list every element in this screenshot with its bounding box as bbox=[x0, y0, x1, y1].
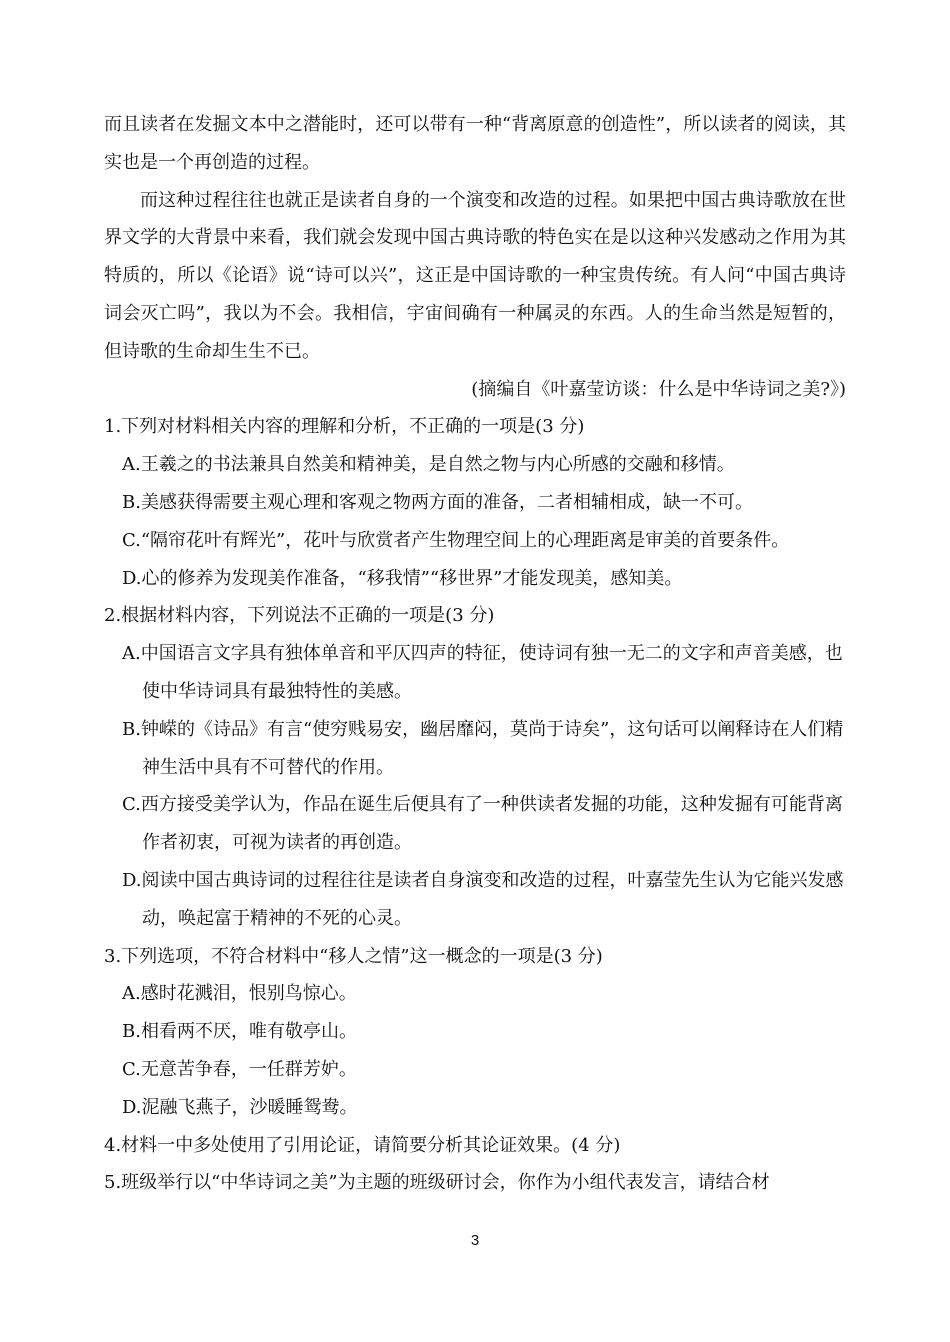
question-stem: 1.下列对材料相关内容的理解和分析，不正确的一项是(3 分) bbox=[104, 416, 585, 438]
question-stem: 3.下列选项，不符合材料中“移人之情”这一概念的一项是(3 分) bbox=[104, 945, 603, 967]
page-content bbox=[104, 106, 846, 1202]
question-option: C.无意苦争春，一任群芳妒。 bbox=[122, 1058, 357, 1080]
question-option: C.“隔帘花叶有辉光”，花叶与欣赏者产生物理空间上的心理距离是审美的首要条件。 bbox=[122, 529, 790, 551]
question-option: B.钟嵘的《诗品》有言“使穷贱易安，幽居靡闷，莫尚于诗矣”，这句话可以阐释诗在人们精神生活中具有不可替代的作用。 bbox=[122, 718, 844, 778]
question-stem: 2.根据材料内容，下列说法不正确的一项是(3 分) bbox=[104, 605, 495, 627]
question-2 bbox=[104, 597, 846, 937]
question-option: A.王羲之的书法兼具自然美和精神美，是自然之物与内心所感的交融和移情。 bbox=[122, 454, 735, 476]
passage-paragraph-2: 而这种过程往往也就正是读者自身的一个演变和改造的过程。如果把中国古典诗歌放在世界文学的大背景中来看，我们就会发现中国古典诗歌的特色实在是以这种兴发感动之作用为其特质的，所以《论语》说“诗可以兴”，这正是中国诗歌的一种宝贵传统。有人问“中国古典诗词会灭亡吗”，我以为不会。我相信，宇宙间确有一种属灵的东西。人的生命当然是短暂的，但诗歌的生命却生生不已。 bbox=[104, 189, 846, 362]
question-option: D.泥融飞燕子，沙暖睡鸳鸯。 bbox=[122, 1096, 358, 1118]
question-option: C.西方接受美学认为，作品在诞生后便具有了一种供读者发掘的功能，这种发掘有可能背离作者初衷，可视为读者的再创造。 bbox=[122, 794, 843, 854]
question-option: B.美感获得需要主观心理和客观之物两方面的准备，二者相辅相成，缺一不可。 bbox=[122, 491, 753, 513]
question-option: D.阅读中国古典诗词的过程往往是读者自身演变和改造的过程，叶嘉莹先生认为它能兴发感动，唤起富于精神的不死的心灵。 bbox=[122, 869, 844, 929]
question-option: A.中国语言文字具有独体单音和平仄四声的特征，使诗词有独一无二的文字和声音美感，也使中华诗词具有最独特性的美感。 bbox=[122, 643, 843, 702]
question-option: A.感时花溅泪，恨别鸟惊心。 bbox=[122, 983, 357, 1005]
question-option: D.心的修养为发现美作准备，“移我情”“移世界”才能发现美，感知美。 bbox=[122, 567, 683, 589]
question-3 bbox=[104, 938, 846, 1127]
question-option: B.相看两不厌，唯有敬亭山。 bbox=[122, 1021, 357, 1043]
question-1 bbox=[104, 408, 846, 597]
question-stem: 5.班级举行以“中华诗词之美”为主题的班级研讨会，你作为小组代表发言，请结合材 bbox=[104, 1172, 770, 1194]
question-stem: 4.材料一中多处使用了引用论证，请简要分析其论证效果。(4 分) bbox=[104, 1134, 621, 1156]
passage-source: (摘编自《叶嘉莹访谈：什么是中华诗词之美?》) bbox=[471, 378, 846, 400]
page-number: 3 bbox=[470, 1232, 480, 1249]
passage-paragraph-1: 而且读者在发掘文本中之潜能时，还可以带有一种“背离原意的创造性”，所以读者的阅读，其实也是一个再创造的过程。 bbox=[104, 114, 846, 173]
question-5 bbox=[104, 1164, 846, 1202]
question-4 bbox=[104, 1127, 846, 1165]
